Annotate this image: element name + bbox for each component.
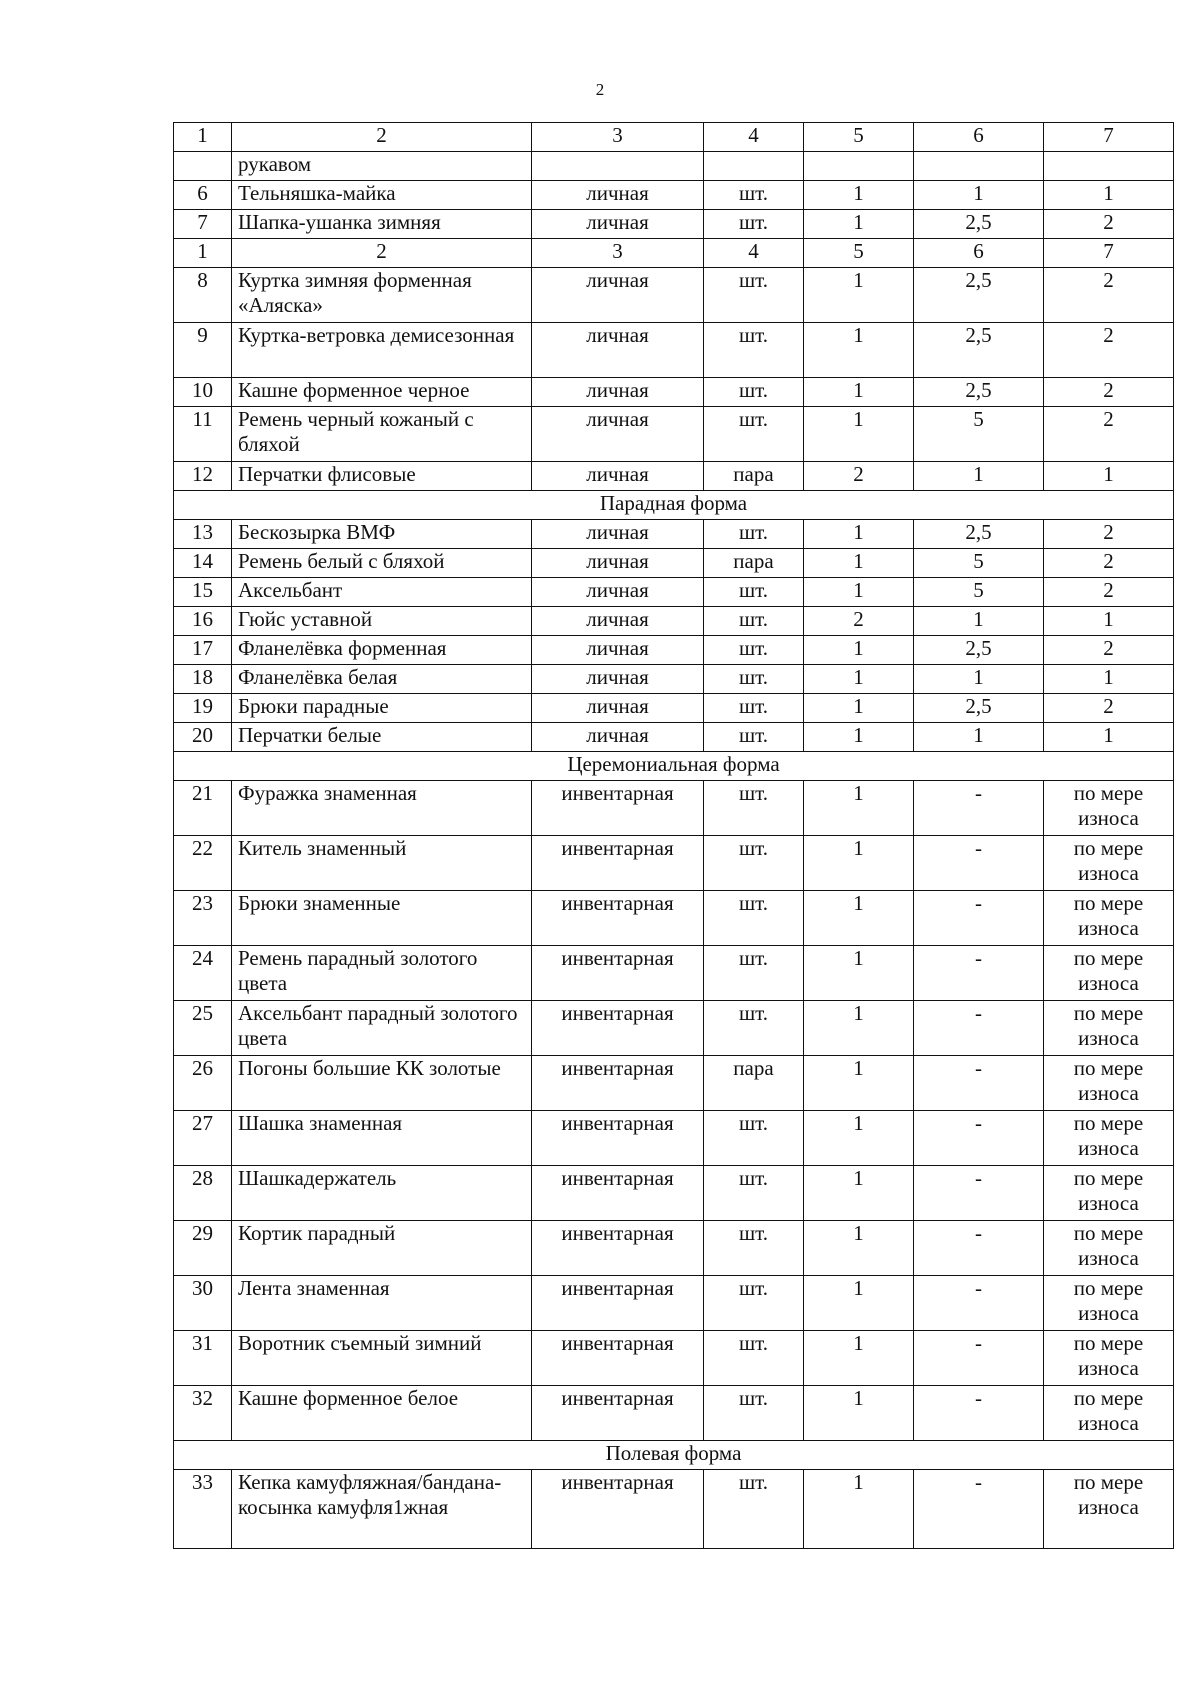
item-type-cell: личная <box>532 520 704 549</box>
item-number-cell: 8 <box>174 268 232 323</box>
item-type-cell: личная <box>532 694 704 723</box>
item-type-cell: личная <box>532 636 704 665</box>
column-number-cell: 3 <box>532 239 704 268</box>
item-number-cell: 12 <box>174 462 232 491</box>
item-unit-cell: пара <box>704 1056 804 1111</box>
column-number-cell: 7 <box>1044 239 1174 268</box>
item-unit-cell: шт. <box>704 781 804 836</box>
item-quantity-cell: 1 <box>804 723 914 752</box>
item-type-cell: инвентарная <box>532 1166 704 1221</box>
item-unit-cell: шт. <box>704 1276 804 1331</box>
table-row <box>174 323 1174 378</box>
item-number-cell: 9 <box>174 323 232 378</box>
item-type-cell: инвентарная <box>532 1056 704 1111</box>
item-quantity-cell: 1 <box>804 268 914 323</box>
item-quantity-cell: 1 <box>804 1470 914 1549</box>
item-name-cell: Куртка-ветровка демисезонная <box>232 323 532 378</box>
item-type-cell: личная <box>532 210 704 239</box>
item-number-cell: 11 <box>174 407 232 462</box>
item-quantity-cell: 1 <box>804 946 914 1001</box>
table-row <box>174 607 1174 636</box>
item-norm-cell: 1 <box>1044 723 1174 752</box>
item-name-cell: Шапка-ушанка зимняя <box>232 210 532 239</box>
item-name-cell: Перчатки белые <box>232 723 532 752</box>
table-row <box>174 1056 1174 1111</box>
table-row <box>174 781 1174 836</box>
item-name-cell: Кортик парадный <box>232 1221 532 1276</box>
item-term-cell: - <box>914 1386 1044 1441</box>
item-term-cell: 1 <box>914 723 1044 752</box>
item-term-cell: 1 <box>914 607 1044 636</box>
table-row <box>174 1276 1174 1331</box>
item-quantity-cell: 1 <box>804 378 914 407</box>
item-norm-cell: по мере износа <box>1044 1111 1174 1166</box>
item-term-cell: - <box>914 1056 1044 1111</box>
item-number-cell: 33 <box>174 1470 232 1549</box>
item-norm-cell: по мере износа <box>1044 1001 1174 1056</box>
item-name-cell: Бескозырка ВМФ <box>232 520 532 549</box>
item-norm-cell: 2 <box>1044 210 1174 239</box>
item-type-cell: инвентарная <box>532 946 704 1001</box>
column-number-cell: 1 <box>174 239 232 268</box>
item-type-cell: личная <box>532 378 704 407</box>
table-row <box>174 1221 1174 1276</box>
item-type-cell: личная <box>532 181 704 210</box>
table-row <box>174 407 1174 462</box>
item-type-cell: личная <box>532 407 704 462</box>
table-row <box>174 268 1174 323</box>
item-quantity-cell: 1 <box>804 636 914 665</box>
item-type-cell: личная <box>532 462 704 491</box>
item-norm-cell: по мере износа <box>1044 1386 1174 1441</box>
item-number-cell: 13 <box>174 520 232 549</box>
item-number-cell: 26 <box>174 1056 232 1111</box>
section-title: Полевая форма <box>174 1441 1174 1470</box>
item-name-cell: Ремень парадный золотого цвета <box>232 946 532 1001</box>
item-term-cell: 2,5 <box>914 323 1044 378</box>
uniform-items-table-wrap <box>173 122 1173 1549</box>
item-quantity-cell: 1 <box>804 407 914 462</box>
item-type-cell: личная <box>532 268 704 323</box>
item-quantity-cell: 1 <box>804 578 914 607</box>
item-name-cell: Лента знаменная <box>232 1276 532 1331</box>
item-norm-cell: 2 <box>1044 549 1174 578</box>
item-type-cell <box>532 152 704 181</box>
item-type-cell: инвентарная <box>532 1386 704 1441</box>
item-unit-cell: шт. <box>704 1001 804 1056</box>
item-norm-cell: 2 <box>1044 520 1174 549</box>
item-quantity-cell: 1 <box>804 1276 914 1331</box>
item-unit-cell: шт. <box>704 181 804 210</box>
table-row <box>174 378 1174 407</box>
item-name-cell: Китель знаменный <box>232 836 532 891</box>
column-number-cell: 6 <box>914 239 1044 268</box>
table-row <box>174 578 1174 607</box>
item-number-cell: 31 <box>174 1331 232 1386</box>
item-quantity-cell: 1 <box>804 1331 914 1386</box>
table-row <box>174 1001 1174 1056</box>
section-heading-row <box>174 752 1174 781</box>
item-number-cell: 10 <box>174 378 232 407</box>
section-title: Церемониальная форма <box>174 752 1174 781</box>
item-type-cell: личная <box>532 549 704 578</box>
item-norm-cell: 2 <box>1044 694 1174 723</box>
item-quantity-cell: 1 <box>804 1221 914 1276</box>
item-unit-cell: пара <box>704 462 804 491</box>
item-norm-cell: по мере износа <box>1044 1221 1174 1276</box>
column-number-cell: 5 <box>804 239 914 268</box>
item-quantity-cell: 1 <box>804 1386 914 1441</box>
item-quantity-cell: 2 <box>804 462 914 491</box>
item-quantity-cell: 1 <box>804 520 914 549</box>
item-name-cell: Аксельбант <box>232 578 532 607</box>
item-type-cell: инвентарная <box>532 1111 704 1166</box>
item-unit-cell: шт. <box>704 694 804 723</box>
item-norm-cell: по мере износа <box>1044 1166 1174 1221</box>
item-name-cell: Фланелёвка белая <box>232 665 532 694</box>
table-row <box>174 549 1174 578</box>
item-name-cell: Фуражка знаменная <box>232 781 532 836</box>
item-term-cell: - <box>914 1276 1044 1331</box>
item-quantity-cell: 1 <box>804 694 914 723</box>
uniform-items-table <box>173 122 1174 1549</box>
item-quantity-cell <box>804 152 914 181</box>
column-number-cell: 7 <box>1044 123 1174 152</box>
item-term-cell: 2,5 <box>914 636 1044 665</box>
item-name-cell: Гюйс уставной <box>232 607 532 636</box>
item-number-cell: 30 <box>174 1276 232 1331</box>
item-number-cell: 18 <box>174 665 232 694</box>
item-name-cell: Перчатки флисовые <box>232 462 532 491</box>
table-row <box>174 1386 1174 1441</box>
item-norm-cell: 2 <box>1044 407 1174 462</box>
item-name-cell: Шашка знаменная <box>232 1111 532 1166</box>
item-unit-cell: шт. <box>704 1221 804 1276</box>
item-number-cell: 27 <box>174 1111 232 1166</box>
item-term-cell: - <box>914 1001 1044 1056</box>
table-row <box>174 891 1174 946</box>
column-number-cell: 6 <box>914 123 1044 152</box>
column-number-cell: 2 <box>232 123 532 152</box>
item-type-cell: инвентарная <box>532 781 704 836</box>
table-row <box>174 520 1174 549</box>
item-unit-cell: шт. <box>704 1111 804 1166</box>
table-row <box>174 1331 1174 1386</box>
item-type-cell: инвентарная <box>532 1001 704 1056</box>
item-term-cell: - <box>914 1111 1044 1166</box>
item-number-cell <box>174 152 232 181</box>
table-row <box>174 665 1174 694</box>
item-unit-cell: шт. <box>704 723 804 752</box>
item-number-cell: 24 <box>174 946 232 1001</box>
item-unit-cell: шт. <box>704 578 804 607</box>
item-number-cell: 32 <box>174 1386 232 1441</box>
table-row <box>174 462 1174 491</box>
item-name-cell: Воротник съемный зимний <box>232 1331 532 1386</box>
item-term-cell: - <box>914 1166 1044 1221</box>
item-term-cell: 2,5 <box>914 694 1044 723</box>
item-norm-cell: 1 <box>1044 607 1174 636</box>
item-name-cell: Погоны большие КК золотые <box>232 1056 532 1111</box>
section-title: Парадная форма <box>174 491 1174 520</box>
item-number-cell: 16 <box>174 607 232 636</box>
table-row <box>174 694 1174 723</box>
item-type-cell: личная <box>532 723 704 752</box>
item-quantity-cell: 1 <box>804 836 914 891</box>
item-quantity-cell: 1 <box>804 323 914 378</box>
item-unit-cell: шт. <box>704 636 804 665</box>
section-heading-row <box>174 491 1174 520</box>
item-name-cell: Аксельбант парадный золотого цвета <box>232 1001 532 1056</box>
item-number-cell: 15 <box>174 578 232 607</box>
section-heading-row <box>174 1441 1174 1470</box>
item-norm-cell: 2 <box>1044 268 1174 323</box>
item-type-cell: инвентарная <box>532 1331 704 1386</box>
item-norm-cell: по мере износа <box>1044 1056 1174 1111</box>
item-quantity-cell: 2 <box>804 607 914 636</box>
item-unit-cell: шт. <box>704 607 804 636</box>
item-name-cell: Ремень белый с бляхой <box>232 549 532 578</box>
column-number-cell: 2 <box>232 239 532 268</box>
item-number-cell: 28 <box>174 1166 232 1221</box>
item-type-cell: инвентарная <box>532 1221 704 1276</box>
item-term-cell: 1 <box>914 462 1044 491</box>
item-quantity-cell: 1 <box>804 1166 914 1221</box>
table-row <box>174 836 1174 891</box>
item-norm-cell: по мере износа <box>1044 946 1174 1001</box>
table-body <box>174 123 1174 1549</box>
item-norm-cell: 1 <box>1044 462 1174 491</box>
item-quantity-cell: 1 <box>804 181 914 210</box>
item-unit-cell: шт. <box>704 323 804 378</box>
item-quantity-cell: 1 <box>804 665 914 694</box>
item-norm-cell: по мере износа <box>1044 1276 1174 1331</box>
item-unit-cell: пара <box>704 549 804 578</box>
item-name-cell: Брюки парадные <box>232 694 532 723</box>
repeated-header-row <box>174 239 1174 268</box>
item-norm-cell: 2 <box>1044 378 1174 407</box>
item-number-cell: 7 <box>174 210 232 239</box>
item-norm-cell: 1 <box>1044 665 1174 694</box>
item-term-cell: 2,5 <box>914 210 1044 239</box>
column-number-cell: 1 <box>174 123 232 152</box>
item-name-cell: Куртка зимняя форменная «Аляска» <box>232 268 532 323</box>
item-term-cell: 2,5 <box>914 520 1044 549</box>
table-row <box>174 946 1174 1001</box>
item-type-cell: личная <box>532 607 704 636</box>
item-unit-cell: шт. <box>704 407 804 462</box>
item-quantity-cell: 1 <box>804 1111 914 1166</box>
item-quantity-cell: 1 <box>804 1001 914 1056</box>
item-unit-cell: шт. <box>704 836 804 891</box>
column-number-cell: 3 <box>532 123 704 152</box>
column-number-cell: 4 <box>704 239 804 268</box>
item-term-cell: - <box>914 1331 1044 1386</box>
item-type-cell: личная <box>532 578 704 607</box>
item-name-cell: Тельняшка-майка <box>232 181 532 210</box>
item-quantity-cell: 1 <box>804 210 914 239</box>
item-norm-cell: по мере износа <box>1044 1331 1174 1386</box>
item-quantity-cell: 1 <box>804 891 914 946</box>
item-number-cell: 17 <box>174 636 232 665</box>
item-norm-cell <box>1044 152 1174 181</box>
item-unit-cell: шт. <box>704 665 804 694</box>
item-number-cell: 20 <box>174 723 232 752</box>
table-header-row <box>174 123 1174 152</box>
item-term-cell: 5 <box>914 549 1044 578</box>
column-number-cell: 4 <box>704 123 804 152</box>
item-unit-cell: шт. <box>704 520 804 549</box>
item-number-cell: 6 <box>174 181 232 210</box>
item-quantity-cell: 1 <box>804 781 914 836</box>
item-name-cell: рукавом <box>232 152 532 181</box>
item-type-cell: инвентарная <box>532 891 704 946</box>
item-number-cell: 14 <box>174 549 232 578</box>
item-name-cell: Шашкадержатель <box>232 1166 532 1221</box>
table-row <box>174 210 1174 239</box>
item-number-cell: 22 <box>174 836 232 891</box>
item-unit-cell: шт. <box>704 1470 804 1549</box>
item-unit-cell: шт. <box>704 1166 804 1221</box>
item-norm-cell: по мере износа <box>1044 1470 1174 1549</box>
item-norm-cell: 2 <box>1044 578 1174 607</box>
item-unit-cell: шт. <box>704 210 804 239</box>
item-unit-cell: шт. <box>704 1331 804 1386</box>
table-row <box>174 1166 1174 1221</box>
item-term-cell: - <box>914 1221 1044 1276</box>
item-term-cell: 1 <box>914 181 1044 210</box>
item-unit-cell: шт. <box>704 891 804 946</box>
item-number-cell: 29 <box>174 1221 232 1276</box>
item-unit-cell: шт. <box>704 268 804 323</box>
item-term-cell: - <box>914 836 1044 891</box>
item-term-cell: 2,5 <box>914 268 1044 323</box>
item-quantity-cell: 1 <box>804 1056 914 1111</box>
item-type-cell: инвентарная <box>532 1276 704 1331</box>
item-norm-cell: по мере износа <box>1044 781 1174 836</box>
item-unit-cell: шт. <box>704 946 804 1001</box>
item-name-cell: Кашне форменное черное <box>232 378 532 407</box>
item-term-cell: 1 <box>914 665 1044 694</box>
item-unit-cell: шт. <box>704 1386 804 1441</box>
table-row <box>174 1111 1174 1166</box>
item-number-cell: 21 <box>174 781 232 836</box>
item-norm-cell: по мере износа <box>1044 836 1174 891</box>
item-name-cell: Ремень черный кожаный с бляхой <box>232 407 532 462</box>
item-term-cell: - <box>914 946 1044 1001</box>
table-row <box>174 723 1174 752</box>
item-norm-cell: по мере износа <box>1044 891 1174 946</box>
table-row <box>174 636 1174 665</box>
table-row <box>174 181 1174 210</box>
item-term-cell: 5 <box>914 407 1044 462</box>
item-type-cell: личная <box>532 665 704 694</box>
item-term-cell: - <box>914 891 1044 946</box>
item-norm-cell: 1 <box>1044 181 1174 210</box>
item-number-cell: 19 <box>174 694 232 723</box>
item-term-cell: 5 <box>914 578 1044 607</box>
item-quantity-cell: 1 <box>804 549 914 578</box>
item-term-cell: 2,5 <box>914 378 1044 407</box>
table-row <box>174 152 1174 181</box>
item-unit-cell: шт. <box>704 378 804 407</box>
item-number-cell: 25 <box>174 1001 232 1056</box>
item-type-cell: инвентарная <box>532 1470 704 1549</box>
item-unit-cell <box>704 152 804 181</box>
item-norm-cell: 2 <box>1044 636 1174 665</box>
item-name-cell: Кепка камуфляжная/бандана-косынка камуфля1жная <box>232 1470 532 1549</box>
column-number-cell: 5 <box>804 123 914 152</box>
item-term-cell: - <box>914 781 1044 836</box>
item-name-cell: Брюки знаменные <box>232 891 532 946</box>
table-row <box>174 1470 1174 1549</box>
item-type-cell: личная <box>532 323 704 378</box>
item-name-cell: Кашне форменное белое <box>232 1386 532 1441</box>
item-term-cell <box>914 152 1044 181</box>
item-number-cell: 23 <box>174 891 232 946</box>
item-type-cell: инвентарная <box>532 836 704 891</box>
page-number: 2 <box>595 80 605 99</box>
item-term-cell: - <box>914 1470 1044 1549</box>
item-name-cell: Фланелёвка форменная <box>232 636 532 665</box>
item-norm-cell: 2 <box>1044 323 1174 378</box>
